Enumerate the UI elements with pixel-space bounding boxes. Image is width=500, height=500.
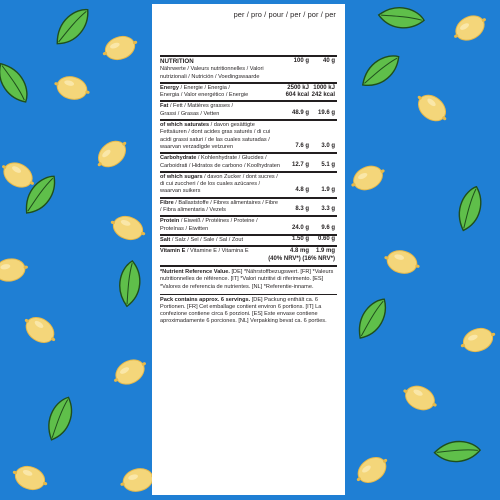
lemon-icon — [382, 247, 423, 278]
nutrition-subtitle: Nährwerte / Valeurs nutritionnelles / Valori nutrizionali / Nutrición / Voedingswaarde — [160, 66, 264, 80]
lemon-icon — [9, 461, 51, 494]
row-fibre: Fibre / Ballaststoffe / Fibres alimentaires / Fibre / Fibra alimentaria / Vezels 8.3 g 3.3 g — [160, 199, 335, 214]
lemon-icon — [347, 160, 389, 195]
per-header: per / pro / pour / per / por / per — [233, 10, 336, 19]
lemon-icon — [411, 88, 453, 128]
lemon-icon — [91, 134, 133, 174]
leaf-icon — [357, 54, 404, 88]
lemon-icon — [19, 311, 61, 350]
row-salt: Salt / Salz / Sel / Sale / Sal / Zout 1.50 g 0.60 g — [160, 235, 335, 243]
pack-note: Pack contains approx. 6 servings. [DE] Packung enthält ca. 6 Portionen. [FR] Cet emballage contient environ 6 portions. [IT] La confezione contiene circa 6 porzioni. [ES] Este envase contiene aproximadamente 6 porciones. [NL] Verpakking bevat ca. 6 porties. — [160, 296, 327, 325]
row-protein: Protein / Eiweiß / Protéines / Proteine / Proteínas / Eiwitten 24.0 g 9.6 g — [160, 218, 335, 232]
leaf-icon — [447, 185, 492, 232]
lemon-icon — [109, 353, 152, 390]
footnotes — [160, 267, 337, 325]
leaf-icon — [48, 7, 96, 46]
leaf-icon — [434, 433, 482, 470]
row-vitamin-e: Vitamin E / Vitamine E / Vitamina E 4.8 mg 1.9 mg (40% NRV*) (16% NRV*) — [160, 248, 335, 263]
row-energy: Energy / Energie / Energia / Energia / Valor energético / Energie 2500 kJ 1000 kJ 604 kcal 242 kcal — [160, 84, 335, 99]
leaf-icon — [348, 297, 396, 341]
row-fat: Fat / Fett / Matières grasses / Grassi / Grasas / Vetten 48.9 g 19.6 g — [160, 103, 335, 117]
lemon-icon — [457, 323, 499, 356]
nrv-note: *Nutrient Reference Value. [DE] *Nährstoffbezugswert. [FR] *Valeurs nutritionnelles de référence. [IT] *Valori nutritivi di riferimento. [ES] *Valores de referencia de nutrientes. [NL] *Referentie-inname. — [160, 269, 334, 290]
lemon-icon — [399, 380, 441, 415]
leaf-icon — [377, 0, 425, 38]
leaf-icon — [109, 259, 151, 307]
row-carbohydrate: Carbohydrate / Kohlenhydrate / Glucides / Carboidrati / Hidratos de carbono / Koolhydraten 12.7 g 5.1 g — [160, 155, 335, 169]
nutrition-title: NUTRITION — [160, 58, 194, 65]
lemon-icon — [107, 211, 149, 244]
lemon-icon — [0, 256, 30, 284]
nutrition-label — [152, 4, 345, 495]
lemon-icon — [52, 73, 93, 104]
row-saturates: of which saturates / davon gesättigte Fettsäuren / dont acides gras saturés / di cui acidi grassi saturi / de las cuales saturadas / waarvan verzadigde vetzuren 7.6 g 3.0 g — [160, 122, 335, 150]
lemon-icon — [99, 31, 141, 64]
lemon-icon — [351, 451, 393, 490]
nrv-values: (40% NRV*) (16% NRV*) — [268, 256, 335, 263]
leaf-icon — [37, 395, 83, 441]
col-100g: 100 g — [293, 58, 309, 64]
lemon-icon — [449, 9, 492, 46]
row-sugars: of which sugars / davon Zucker / dont sucres / di cui zuccheri / de los cuales azúcares / waarvan suikers 4.8 g 1.9 g — [160, 173, 335, 195]
col-40g: 40 g — [322, 58, 335, 64]
nutrition-header-row — [160, 57, 337, 82]
leaf-icon — [0, 60, 29, 105]
